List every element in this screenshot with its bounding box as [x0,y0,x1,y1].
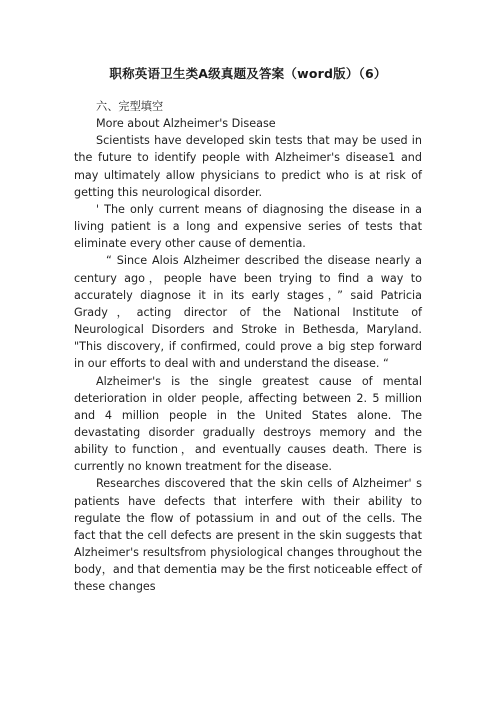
paragraph-2: ' The only current means of diagnosing the disease in a living patient is a long and expensive series of tests that eliminate every other cause of dementia. [74,202,422,251]
document-body [74,98,422,596]
document-title: 职称英语卫生类A级真题及答案（word版）（6） [109,66,387,81]
section-title: 六、完型填空 [96,100,164,113]
paragraph-1: Scientists have developed skin tests that may be used in the future to identify people with Alzheimer's disease1 and may ultimately allow physicians to predict who is at risk of getting this neurological disorder. [74,134,422,199]
paragraph-5: Researches discovered that the skin cells of Alzheimer' s patients have defects that interfere with their ability to regulate the flow of potassium in and out of the cells. The fact that the cell defects are present in the skin suggests that Alzheimer's resultsfrom physiological changes throughout the body，and that dementia may be the first noticeable effect of these changes [74,477,422,594]
paragraph-3: “ Since Alois Alzheimer described the disease nearly a century ago，people have been trying to find a way to accurately diagnose it in its early stages，” said Patricia Grady，acting director of the National Institute of Neurological Disorders and Stroke in Bethesda, Maryland. "This discovery, if confirmed, could prove a big step forward in our efforts to deal with and understand the disease. “ [74,254,422,371]
paragraph-4: Alzheimer's is the single greatest cause of mental deterioration in older people, affecting between 2. 5 million and 4 million people in the United States alone. The devastating disorder gradually destroys memory and the ability to function，and eventually causes death. There is currently no known treatment for the disease. [74,374,422,474]
article-title: More about Alzheimer's Disease [96,117,276,131]
